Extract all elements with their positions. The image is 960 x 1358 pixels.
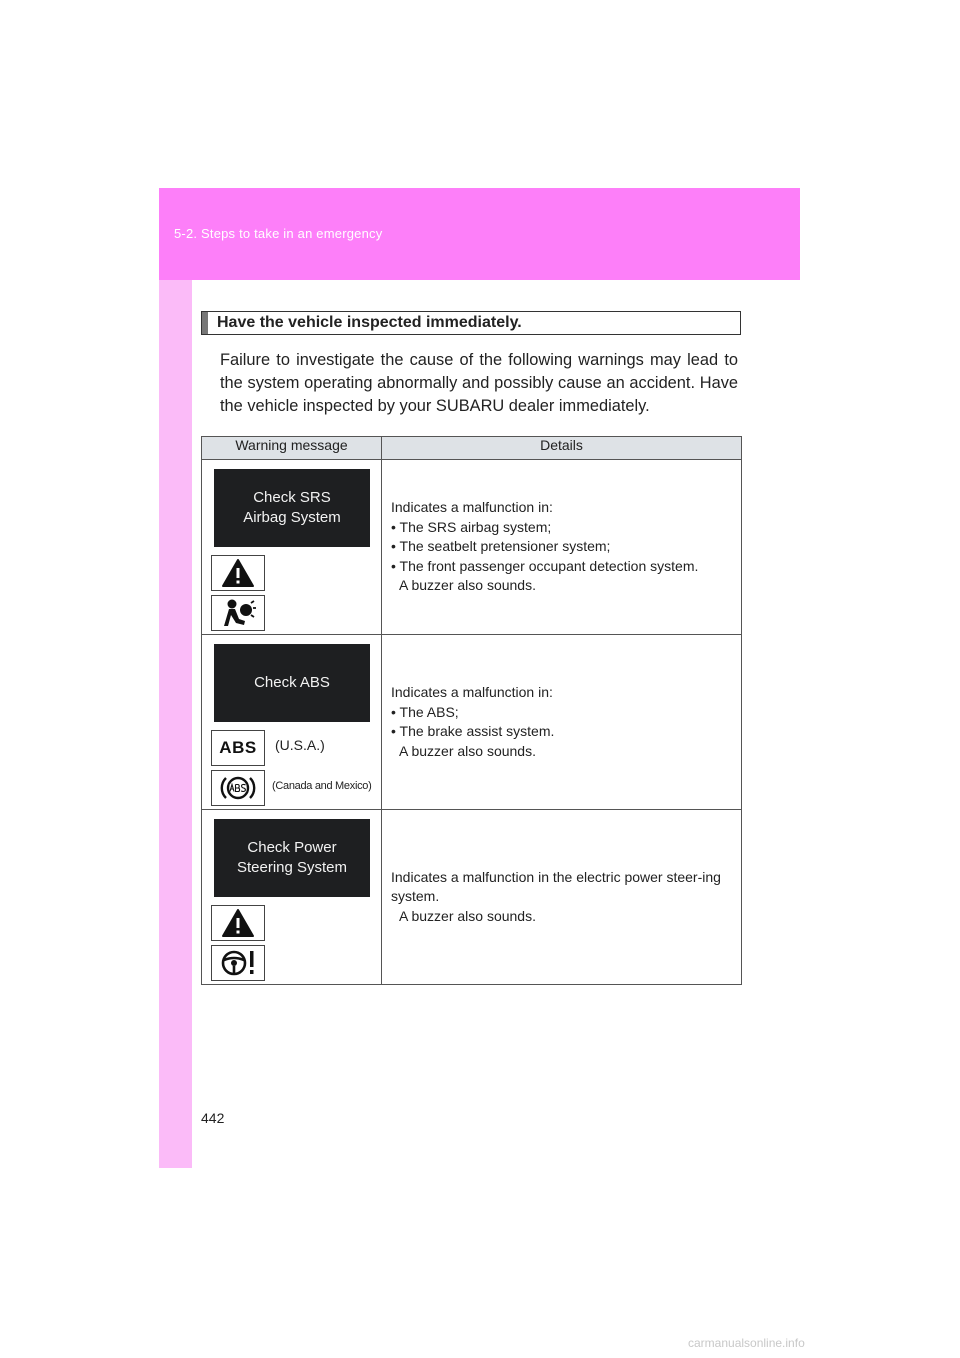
region-usa: (U.S.A.)	[275, 737, 325, 753]
page-number: 442	[201, 1110, 225, 1126]
details-cell	[382, 810, 742, 985]
detail-item: • The ABS;	[391, 703, 459, 720]
section-heading-box	[201, 311, 741, 335]
detail-item: • The seatbelt pretensioner system;	[391, 538, 611, 555]
region-canada-mexico: (Canada and Mexico)	[272, 780, 372, 792]
warning-triangle-icon	[211, 555, 265, 591]
table-row-power-steering	[202, 810, 742, 985]
detail-item: • The SRS airbag system;	[391, 518, 552, 535]
airbag-icon	[211, 595, 265, 631]
detail-note: A buzzer also sounds.	[399, 742, 536, 759]
display-screen-abs: Check ABS	[214, 644, 370, 722]
detail-item: • The front passenger occupant detection system.	[391, 557, 699, 574]
header-warning-message: Warning message	[202, 437, 382, 460]
intro-paragraph: Failure to investigate the cause of the following warnings may lead to the system operating abnormally and possibly cause an accident. Have the vehicle inspected by your SUBARU dealer immediately.	[220, 351, 738, 415]
section-heading-bar	[202, 312, 208, 334]
details-cell	[382, 635, 742, 810]
display-screen-srs: Check SRS Airbag System	[214, 469, 370, 547]
display-screen-steering: Check Power Steering System	[214, 819, 370, 897]
detail-note: A buzzer also sounds.	[399, 577, 536, 594]
abs-text-icon	[211, 730, 265, 766]
table-row-abs	[202, 635, 742, 810]
details-cell	[382, 460, 742, 635]
detail-lead: Indicates a malfunction in:	[391, 684, 553, 700]
section-heading: Have the vehicle inspected immediately.	[217, 314, 522, 331]
detail-item: • The brake assist system.	[391, 723, 555, 739]
detail-lead: Indicates a malfunction in the electric power steer-ing system.	[391, 868, 721, 905]
table-header-row	[202, 437, 742, 460]
chapter-breadcrumb: 5-2. Steps to take in an emergency	[174, 226, 383, 241]
message-cell	[202, 810, 382, 985]
message-cell	[202, 460, 382, 635]
abs-circle-icon	[211, 770, 265, 806]
warning-table	[201, 436, 742, 985]
table-row-srs	[202, 460, 742, 635]
abs-icon-label: ABS	[219, 738, 257, 757]
detail-note: A buzzer also sounds.	[399, 907, 536, 924]
detail-lead: Indicates a malfunction in:	[391, 499, 553, 516]
message-cell	[202, 635, 382, 810]
side-strip	[159, 280, 192, 1168]
steering-warning-icon	[211, 945, 265, 981]
warning-triangle-icon	[211, 905, 265, 941]
header-details: Details	[382, 437, 742, 460]
watermark: carmanualsonline.info	[688, 1336, 805, 1350]
